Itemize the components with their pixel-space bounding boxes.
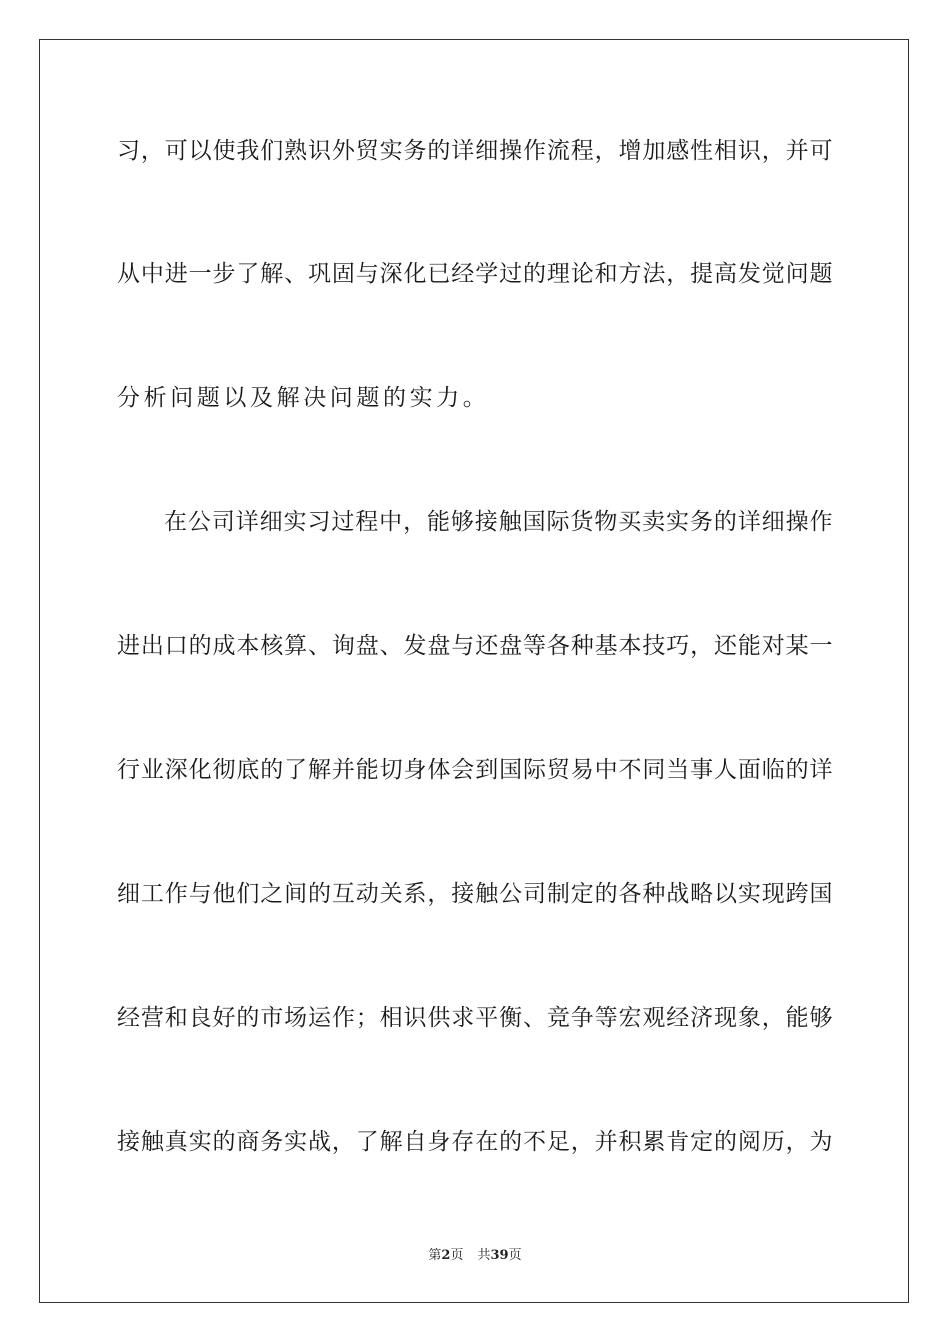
total-pages: 39 [490, 1248, 509, 1263]
text-line-8: 经营和良好的市场运作；相识供求平衡、竞争等宏观经济现象，能够 [117, 1005, 833, 1031]
page-number: 2 [441, 1248, 451, 1263]
text-line-5: 进出口的成本核算、询盘、发盘与还盘等各种基本技巧，还能对某一 [117, 633, 833, 659]
page-suffix: 页 [450, 1248, 464, 1263]
text-line-9: 接触真实的商务实战，了解自身存在的不足，并积累肯定的阅历，为 [117, 1129, 833, 1155]
page-prefix: 第 [428, 1248, 442, 1263]
page-border [39, 39, 909, 1303]
text-line-2: 从中进一步了解、巩固与深化已经学过的理论和方法，提高发觉问题 [117, 261, 833, 287]
text-line-3: 分析问题以及解决问题的实力。 [117, 385, 490, 411]
total-prefix: 共 [477, 1248, 491, 1263]
text-line-4: 在公司详细实习过程中，能够接触国际货物买卖实务的详细操作 [164, 509, 833, 535]
total-suffix: 页 [508, 1248, 522, 1263]
page-footer [0, 1247, 950, 1265]
text-line-6: 行业深化彻底的了解并能切身体会到国际贸易中不同当事人面临的详 [117, 757, 833, 783]
text-line-1: 习，可以使我们熟识外贸实务的详细操作流程，增加感性相识，并可 [117, 138, 833, 164]
text-line-7: 细工作与他们之间的互动关系，接触公司制定的各种战略以实现跨国 [117, 881, 833, 907]
